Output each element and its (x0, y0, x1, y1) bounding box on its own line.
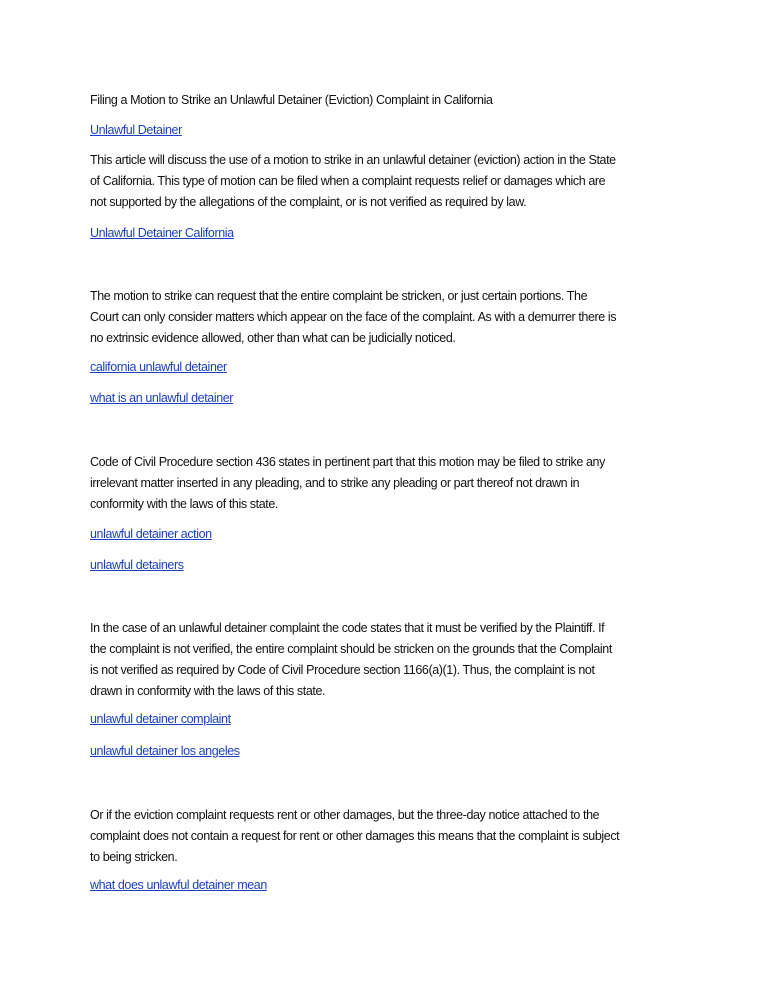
paragraph-line: of California. This type of motion can be filed when a complaint requests relief or damages which are (90, 174, 606, 188)
paragraph-line: Court can only consider matters which appear on the face of the complaint. As with a demurrer there is (90, 310, 617, 324)
paragraph-1 (90, 150, 616, 213)
link-what-does-unlawful-detainer-mean[interactable]: what does unlawful detainer mean (90, 878, 267, 892)
paragraph-3 (90, 452, 605, 515)
paragraph-line: Or if the eviction complaint requests rent or other damages, but the three-day notice attached to the (90, 808, 600, 822)
paragraph-line: conformity with the laws of this state. (90, 497, 278, 511)
link-unlawful-detainers[interactable]: unlawful detainers (90, 558, 184, 572)
paragraph-line: the complaint is not verified, the entire complaint should be stricken on the grounds that the Complaint (90, 642, 612, 656)
link-unlawful-detainer-california[interactable]: Unlawful Detainer California (90, 226, 234, 240)
paragraph-line: irrelevant matter inserted in any pleading, and to strike any pleading or part thereof not drawn in (90, 476, 580, 490)
paragraph-line: Code of Civil Procedure section 436 states in pertinent part that this motion may be filed to strike any (90, 455, 605, 469)
paragraph-2 (90, 286, 616, 349)
paragraph-line: complaint does not contain a request for rent or other damages this means that the complaint is subject (90, 829, 620, 843)
paragraph-line: In the case of an unlawful detainer complaint the code states that it must be verified by the Plaintiff. If (90, 621, 605, 635)
paragraph-line: is not verified as required by Code of Civil Procedure section 1166(a)(1). Thus, the complaint is not (90, 663, 595, 677)
paragraph-line: This article will discuss the use of a motion to strike in an unlawful detainer (eviction) action in the State (90, 153, 616, 167)
paragraph-5 (90, 805, 619, 868)
link-unlawful-detainer[interactable]: Unlawful Detainer (90, 123, 182, 137)
paragraph-4 (90, 618, 612, 702)
link-unlawful-detainer-los-angeles[interactable]: unlawful detainer los angeles (90, 744, 240, 758)
paragraph-line: drawn in conformity with the laws of this state. (90, 684, 326, 698)
link-what-is-unlawful-detainer[interactable]: what is an unlawful detainer (90, 391, 234, 405)
title-text: Filing a Motion to Strike an Unlawful Detainer (Eviction) Complaint in California (90, 93, 493, 107)
paragraph-line: to being stricken. (90, 850, 178, 864)
paragraph-line: not supported by the allegations of the complaint, or is not verified as required by law. (90, 195, 527, 209)
paragraph-line: The motion to strike can request that the entire complaint be stricken, or just certain portions. The (90, 289, 588, 303)
link-california-unlawful-detainer[interactable]: california unlawful detainer (90, 360, 227, 374)
paragraph-line: no extrinsic evidence allowed, other than what can be judicially noticed. (90, 331, 456, 345)
document-title (90, 90, 493, 111)
link-unlawful-detainer-complaint[interactable]: unlawful detainer complaint (90, 712, 231, 726)
link-unlawful-detainer-action[interactable]: unlawful detainer action (90, 527, 212, 541)
